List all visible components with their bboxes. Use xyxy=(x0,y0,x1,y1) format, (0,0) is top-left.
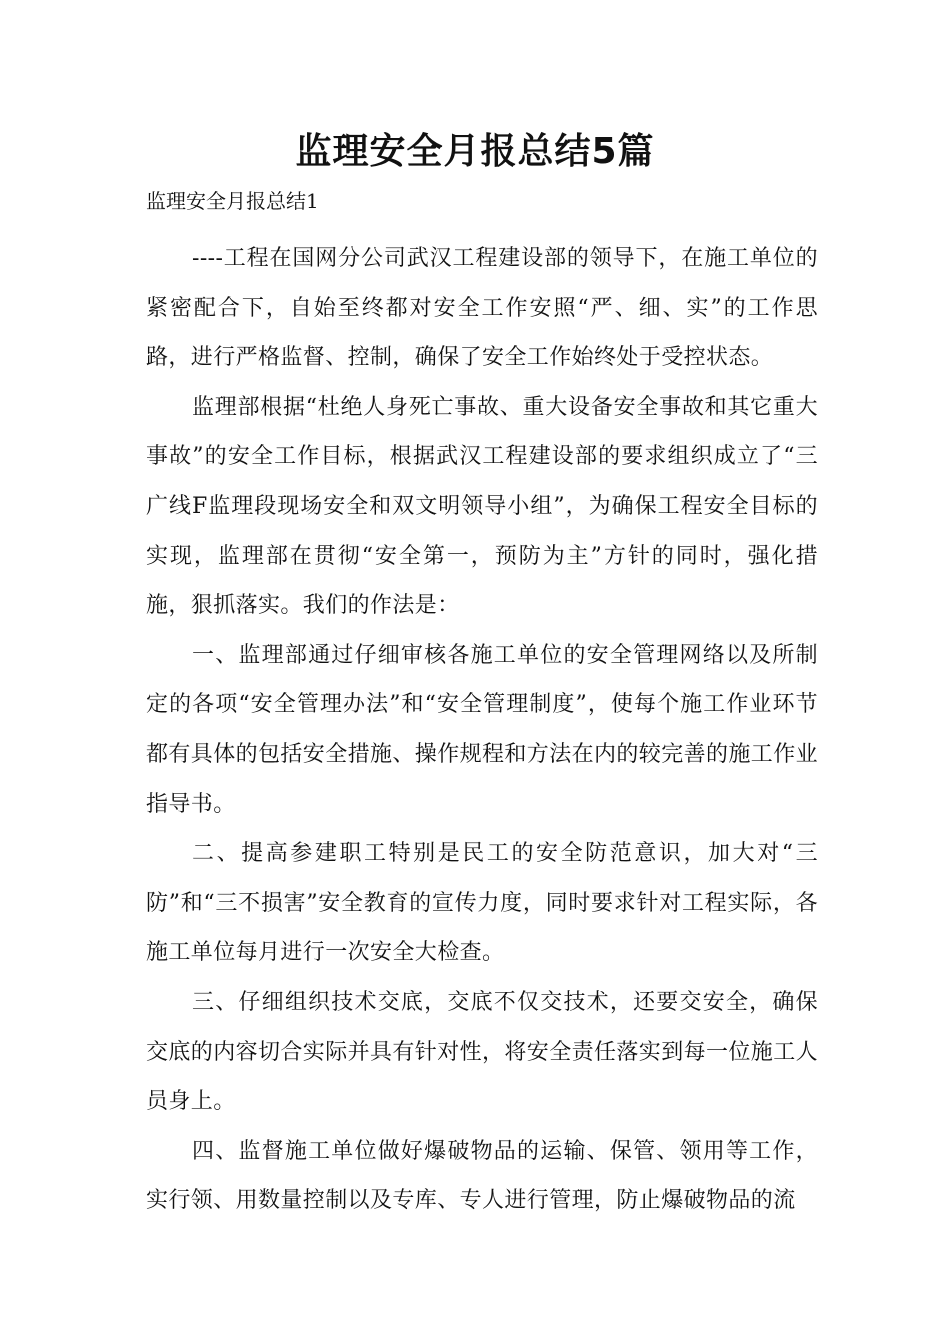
paragraph: 三、仔细组织技术交底，交底不仅交技术，还要交安全，确保交底的内容切合实际并具有针对性，将安全责任落实到每一位施工人员身上。 xyxy=(146,989,819,1115)
section-heading: 监理安全月报总结1 xyxy=(146,189,319,213)
paragraph: 一、监理部通过仔细审核各施工单位的安全管理网络以及所制定的各项“安全管理办法”和“安全管理制度”，使每个施工作业环节都有具体的包括安全措施、操作规程和方法在内的较完善的施工作业指导书。 xyxy=(146,642,819,817)
paragraph: 二、提高参建职工特别是民工的安全防范意识，加大对“三防”和“三不损害”安全教育的宣传力度，同时要求针对工程实际，各施工单位每月进行一次安全大检查。 xyxy=(146,841,818,966)
paragraph: ----工程在国网分公司武汉工程建设部的领导下，在施工单位的紧密配合下，自始至终都对安全工作安照“严、细、实”的工作思路，进行严格监督、控制，确保了安全工作始终处于受控状态。 xyxy=(146,246,818,371)
document-body xyxy=(146,234,818,1226)
paragraph: 监理部根据“杜绝人身死亡事故、重大设备安全事故和其它重大事故”的安全工作目标，根据武汉工程建设部的要求组织成立了“三广线F监理段现场安全和双文明领导小组”，为确保工程安全目标的实现，监理部在贯彻“安全第一，预防为主”方针的同时，强化措施，狠抓落实。我们的作法是： xyxy=(146,394,818,619)
paragraph: 四、监督施工单位做好爆破物品的运输、保管、领用等工作，实行领、用数量控制以及专库、专人进行管理，防止爆破物品的流 xyxy=(146,1138,818,1214)
document-title: 监理安全月报总结5篇 xyxy=(295,131,655,172)
